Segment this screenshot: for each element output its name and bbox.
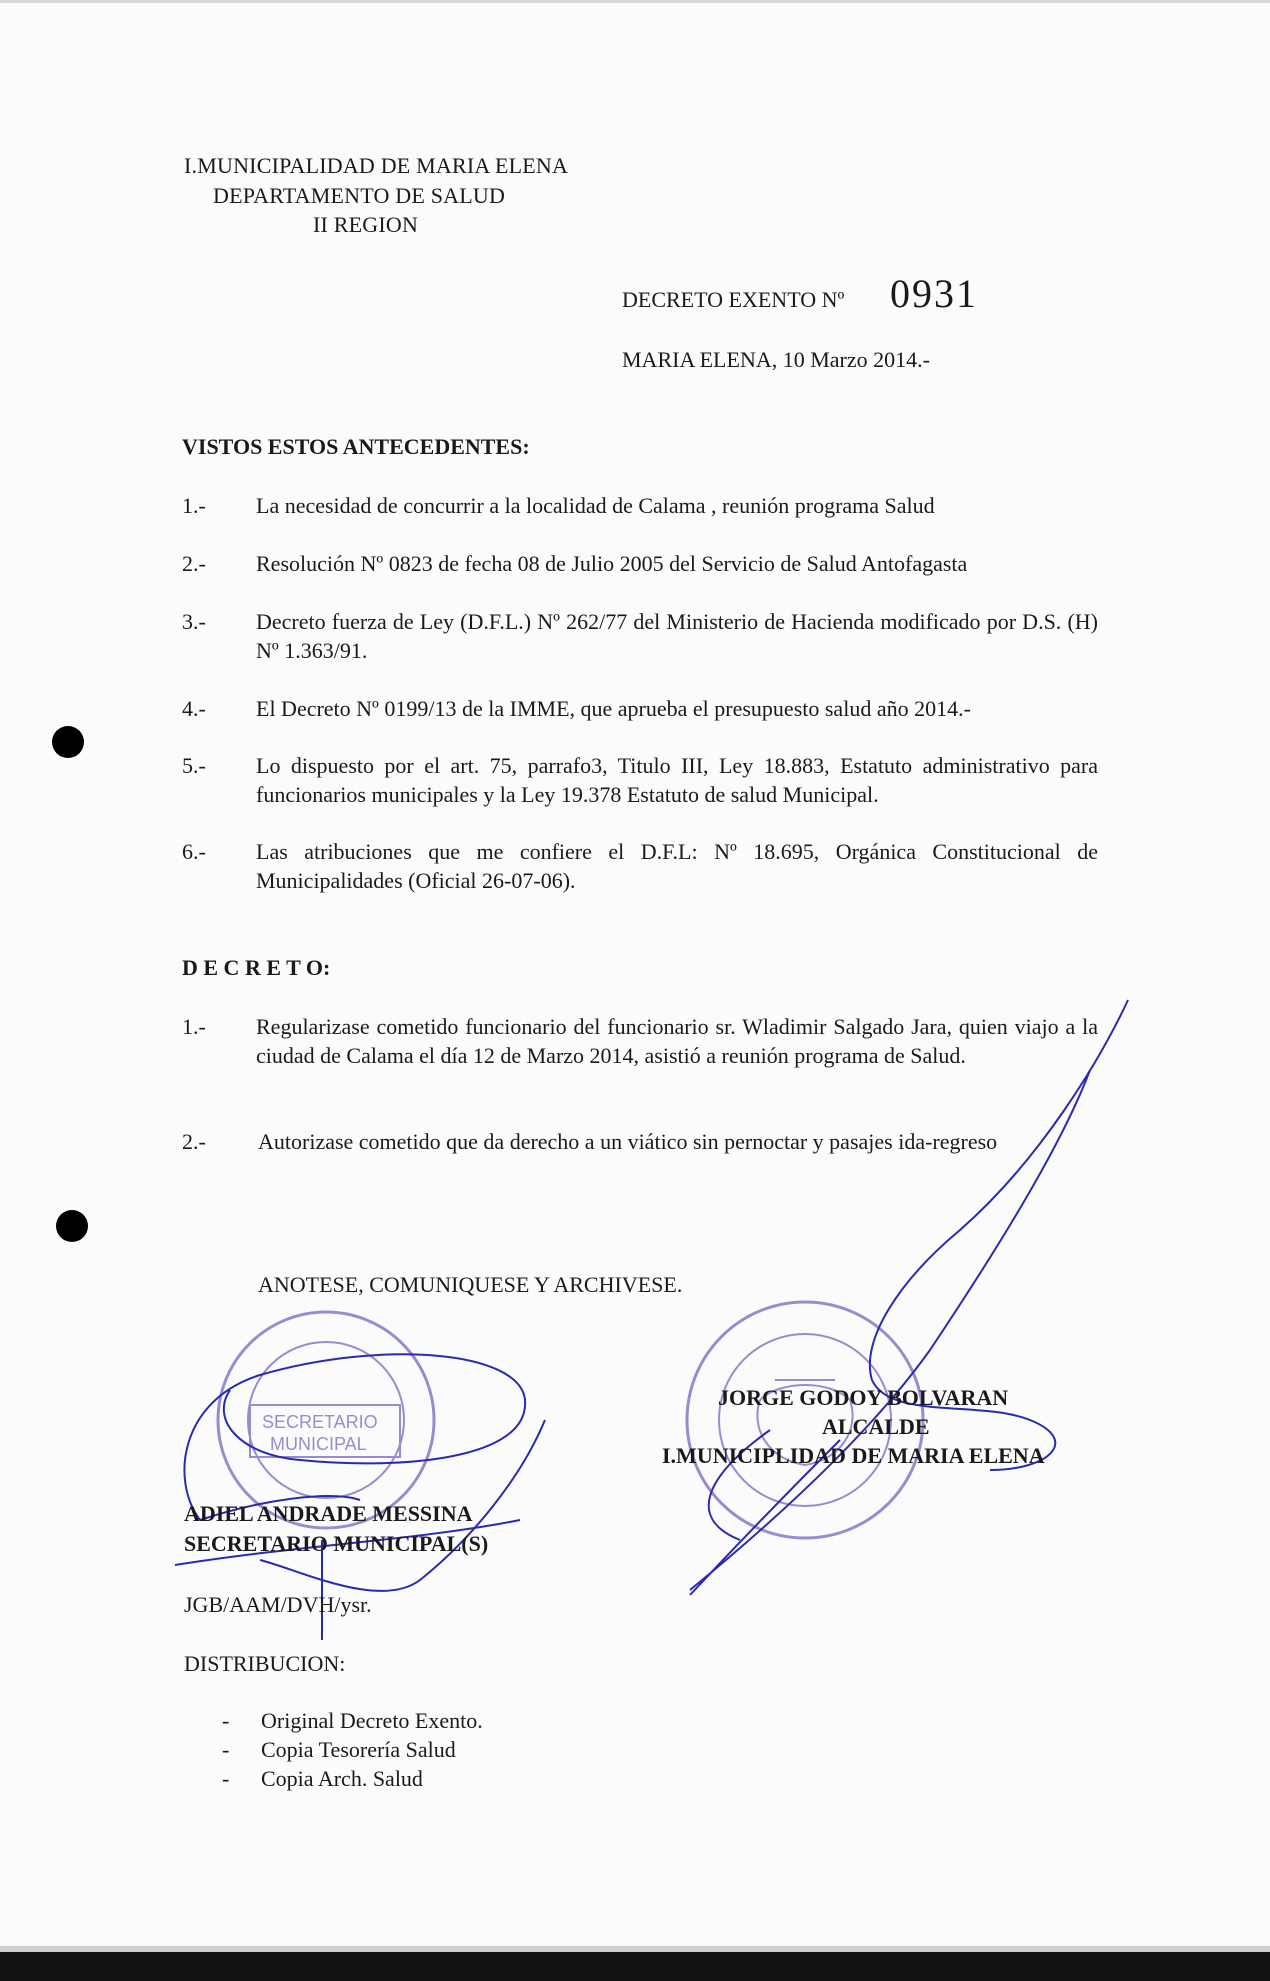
decreto-item-text: Regularizase cometido funcionario del funcionario sr. Wladimir Salgado Jara, quien viajo a la ciudad de Calama el día 12 de Marzo 2014, asistió a reunión programa de Salud.: [256, 1014, 1098, 1068]
header-department: DEPARTAMENTO DE SALUD: [213, 183, 506, 208]
decreto-title: D E C R E T O:: [182, 955, 331, 980]
vistos-item-text: La necesidad de concurrir a la localidad de Calama , reunión programa Salud: [256, 493, 935, 518]
decreto-item-num: 2.-: [182, 1129, 206, 1154]
mayor-organization: I.MUNICIPLIDAD DE MARIA ELENA: [662, 1443, 1045, 1468]
closing-formula: ANOTESE, COMUNIQUESE Y ARCHIVESE.: [258, 1272, 683, 1297]
mayor-signature: [690, 1000, 1128, 1595]
secretary-name: ADIEL ANDRADE MESSINA: [184, 1501, 473, 1526]
vistos-item-text: El Decreto Nº 0199/13 de la IMME, que aprueba el presupuesto salud año 2014.-: [256, 696, 971, 721]
decree-number: 0931: [890, 271, 978, 316]
distribution-bullet: -: [222, 1766, 230, 1791]
secretary-role: SECRETARIO MUNICIPAL(S): [184, 1531, 489, 1556]
distribution-bullet: -: [222, 1737, 230, 1762]
header-region: II REGION: [313, 212, 419, 237]
vistos-item-num: 4.-: [182, 696, 206, 721]
decree-place-date: MARIA ELENA, 10 Marzo 2014.-: [622, 347, 930, 372]
distribution-bullet: -: [222, 1708, 230, 1733]
vistos-item-text: Decreto fuerza de Ley (D.F.L.) Nº 262/77 del Ministerio de Hacienda modificado por D.S. (H) Nº 1.363/91.: [256, 609, 1098, 663]
vistos-item-num: 5.-: [182, 753, 206, 778]
distribution-title: DISTRIBUCION:: [184, 1651, 346, 1676]
vistos-title: VISTOS ESTOS ANTECEDENTES:: [182, 434, 530, 459]
vistos-item-num: 2.-: [182, 551, 206, 576]
decree-label: DECRETO EXENTO Nº: [622, 287, 845, 312]
distribution-item: Copia Tesorería Salud: [261, 1737, 456, 1762]
vistos-item-num: 3.-: [182, 609, 206, 634]
vistos-item-text: Las atribuciones que me confiere el D.F.L: Nº 18.695, Orgánica Constitucional de Municipalidades (Oficial 26-07-06).: [256, 839, 1098, 893]
svg-text:SECRETARIO: SECRETARIO: [262, 1412, 378, 1432]
mayor-role: ALCALDE: [822, 1414, 930, 1439]
vistos-item-text: Lo dispuesto por el art. 75, parrafo3, Titulo III, Ley 18.883, Estatuto administrativo para funcionarios municipales y la Ley 19.378 Estatuto de salud Municipal.: [256, 753, 1098, 807]
mayor-name: JORGE GODOY BOLVARAN: [718, 1385, 1009, 1410]
distribution-item: Copia Arch. Salud: [261, 1766, 423, 1791]
reference-initials: JGB/AAM/DVH/ysr.: [184, 1592, 372, 1617]
distribution-item: Original Decreto Exento.: [261, 1708, 483, 1733]
vistos-item-text: Resolución Nº 0823 de fecha 08 de Julio 2005 del Servicio de Salud Antofagasta: [256, 551, 968, 576]
svg-text:MUNICIPAL: MUNICIPAL: [270, 1434, 367, 1454]
header-municipality: I.MUNICIPALIDAD DE MARIA ELENA: [184, 153, 569, 178]
decreto-item-num: 1.-: [182, 1014, 206, 1039]
vistos-item-num: 1.-: [182, 493, 206, 518]
decreto-item-text: Autorizase cometido que da derecho a un viático sin pernoctar y pasajes ida-regreso: [258, 1129, 998, 1154]
vistos-item-num: 6.-: [182, 839, 206, 864]
